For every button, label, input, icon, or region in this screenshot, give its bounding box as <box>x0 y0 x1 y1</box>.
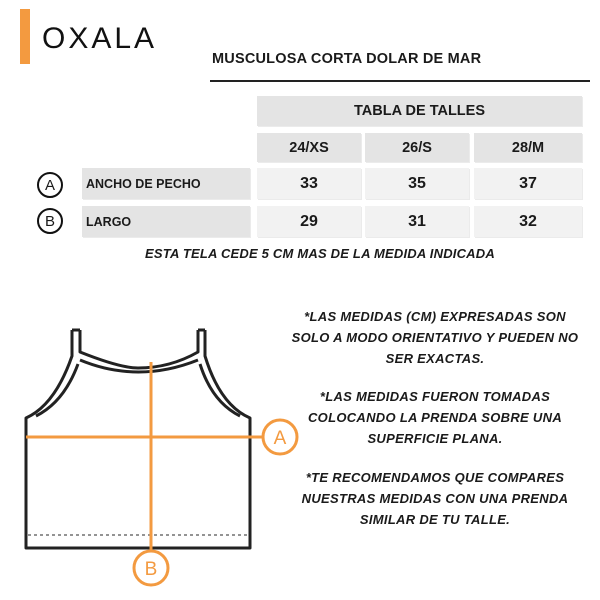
length-value-xs: 29 <box>257 206 361 237</box>
disclaimer-compare: *TE RECOMENDAMOS QUE COMPARES NUESTRAS MEDIDAS CON UNA PRENDA SIMILAR DE TU TALLE. <box>301 470 569 527</box>
row-marker-a: A <box>37 172 63 198</box>
size-header-xs: 24/XS <box>257 133 361 162</box>
fabric-stretch-note: ESTA TELA CEDE 5 CM MAS DE LA MEDIDA INDICADA <box>145 246 495 261</box>
inner-neckline <box>80 330 198 368</box>
product-title: MUSCULOSA CORTA DOLAR DE MAR <box>212 51 482 67</box>
garment-outline <box>26 330 250 548</box>
row-marker-b: B <box>37 208 63 234</box>
row-label-chest-width: ANCHO DE PECHO <box>82 168 250 199</box>
diagram-marker-b-label: B <box>144 559 158 580</box>
disclaimer-approximate: *LAS MEDIDAS (CM) EXPRESADAS SON SOLO A MODO ORIENTATIVO Y PUEDEN NO SER EXACTAS. <box>291 309 579 366</box>
disclaimer-flat-measure: *LAS MEDIDAS FUERON TOMADAS COLOCANDO LA PRENDA SOBRE UNA SUPERFICIE PLANA. <box>307 389 563 446</box>
chest-value-xs: 33 <box>257 168 361 199</box>
length-value-s: 31 <box>365 206 469 237</box>
chest-value-m: 37 <box>474 168 582 199</box>
chest-value-s: 35 <box>365 168 469 199</box>
diagram-marker-a-label: A <box>273 428 287 449</box>
brand-logo: OXALA <box>42 22 158 55</box>
length-value-m: 32 <box>474 206 582 237</box>
row-label-length: LARGO <box>82 206 250 237</box>
size-header-s: 26/S <box>365 133 469 162</box>
size-header-m: 28/M <box>474 133 582 162</box>
size-table-header: TABLA DE TALLES <box>257 96 582 126</box>
